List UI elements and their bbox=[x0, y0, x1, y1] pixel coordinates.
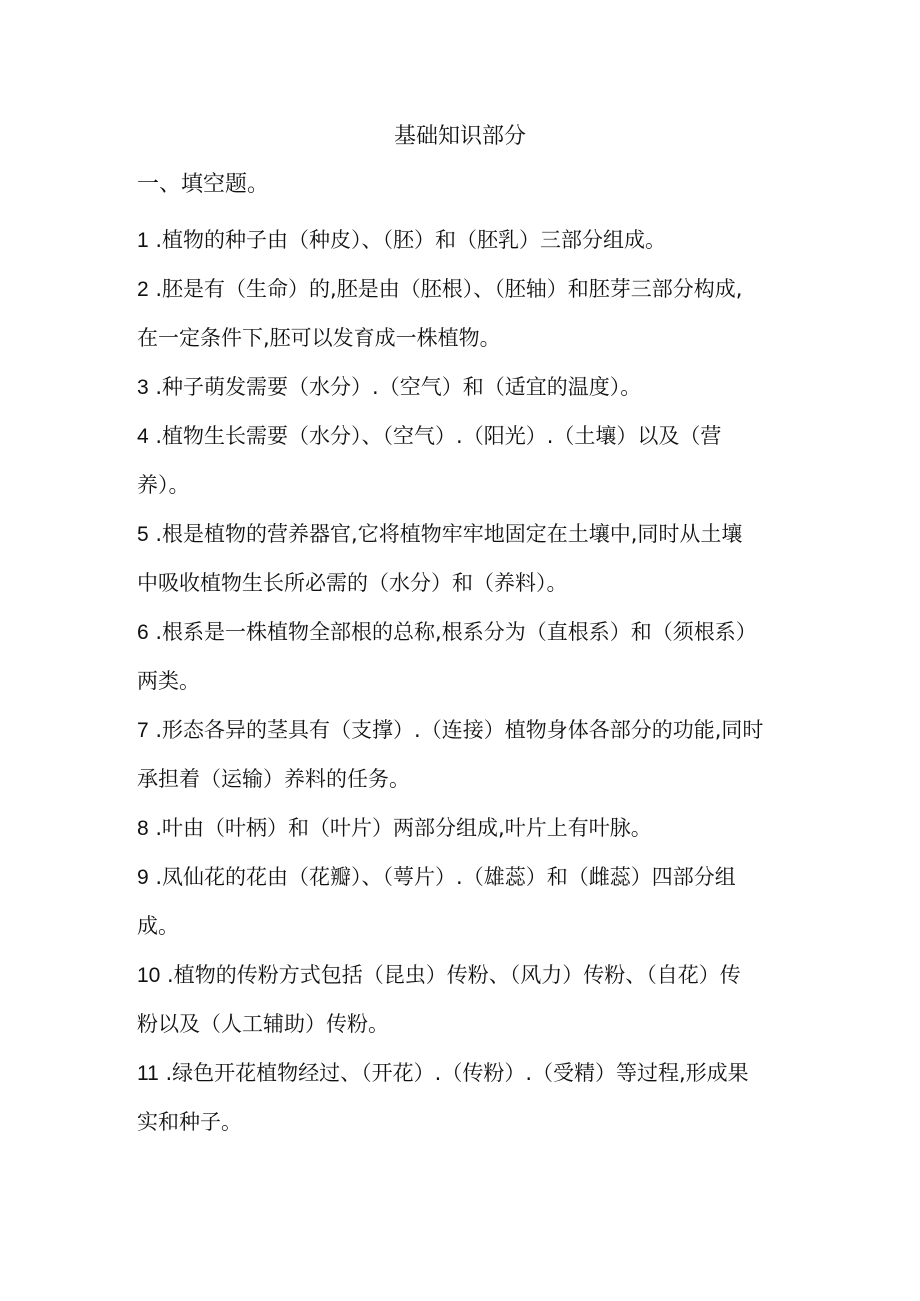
question-line-7-cont bbox=[137, 755, 797, 804]
question-text: 两类。 bbox=[137, 669, 200, 693]
question-line-8 bbox=[137, 804, 797, 853]
question-number: 3 bbox=[137, 376, 149, 399]
question-line-5-cont bbox=[137, 559, 797, 608]
question-text: .植物生长需要（水分）、（空气）.（阳光）.（土壤）以及（营 bbox=[148, 424, 722, 448]
question-number: 1 bbox=[137, 229, 149, 252]
question-number: 6 bbox=[137, 621, 149, 644]
question-number: 5 bbox=[137, 523, 149, 546]
question-number: 4 bbox=[137, 425, 149, 448]
question-line-6-cont bbox=[137, 657, 797, 706]
question-line-6 bbox=[137, 608, 797, 657]
question-text: .叶由（叶柄）和（叶片）两部分组成,叶片上有叶脉。 bbox=[148, 816, 652, 840]
question-line-9 bbox=[137, 853, 797, 902]
question-text: 中吸收植物生长所必需的（水分）和（养料）。 bbox=[137, 571, 568, 595]
question-text: 养）。 bbox=[137, 473, 190, 497]
question-line-2 bbox=[137, 265, 797, 314]
question-line-11 bbox=[137, 1049, 797, 1098]
question-line-2-cont bbox=[137, 314, 797, 363]
question-number: 9 bbox=[137, 866, 149, 889]
question-text: 实和种子。 bbox=[137, 1110, 242, 1134]
question-text: .根系是一株植物全部根的总称,根系分为（直根系）和（须根系） bbox=[148, 620, 757, 644]
question-number: 10 bbox=[137, 964, 161, 987]
question-number: 2 bbox=[137, 278, 149, 301]
question-text: 在一定条件下,胚可以发育成一株植物。 bbox=[137, 326, 501, 350]
question-text: .凤仙花的花由（花瓣）、（萼片）.（雄蕊）和（雌蕊）四部分组 bbox=[148, 865, 736, 889]
question-text: .胚是有（生命）的,胚是由（胚根）、（胚轴）和胚芽三部分构成, bbox=[148, 277, 743, 301]
question-text: .根是植物的营养器官,它将植物牢牢地固定在土壤中,同时从土壤 bbox=[148, 522, 743, 546]
question-line-7 bbox=[137, 706, 797, 755]
question-text: .植物的传粉方式包括（昆虫）传粉、（风力）传粉、（自花）传 bbox=[160, 963, 741, 987]
question-text: .种子萌发需要（水分）.（空气）和（适宜的温度）。 bbox=[148, 375, 642, 399]
question-number: 7 bbox=[137, 719, 149, 742]
question-line-10-cont bbox=[137, 1000, 797, 1049]
question-number: 11 bbox=[137, 1062, 159, 1085]
question-line-1 bbox=[137, 216, 797, 265]
question-line-10 bbox=[137, 951, 797, 1000]
question-line-4 bbox=[137, 412, 797, 461]
question-text: 承担着（运输）养料的任务。 bbox=[137, 767, 410, 791]
question-line-9-cont bbox=[137, 902, 797, 951]
question-number: 8 bbox=[137, 817, 149, 840]
question-list bbox=[137, 216, 797, 1147]
section-heading: 一、填空题。 bbox=[137, 172, 270, 197]
question-text: 粉以及（人工辅助）传粉。 bbox=[137, 1012, 389, 1036]
question-text: .形态各异的茎具有（支撑）.（连接）植物身体各部分的功能,同时 bbox=[148, 718, 764, 742]
question-text: .植物的种子由（种皮）、（胚）和（胚乳）三部分组成。 bbox=[148, 228, 667, 252]
page-title: 基础知识部分 bbox=[393, 124, 526, 149]
question-line-3 bbox=[137, 363, 797, 412]
question-line-11-cont bbox=[137, 1098, 797, 1147]
question-line-5 bbox=[137, 510, 797, 559]
question-text: .绿色开花植物经过、（开花）.（传粉）.（受精）等过程,形成果 bbox=[158, 1061, 749, 1085]
question-line-4-cont bbox=[137, 461, 797, 510]
question-text: 成。 bbox=[137, 914, 179, 938]
